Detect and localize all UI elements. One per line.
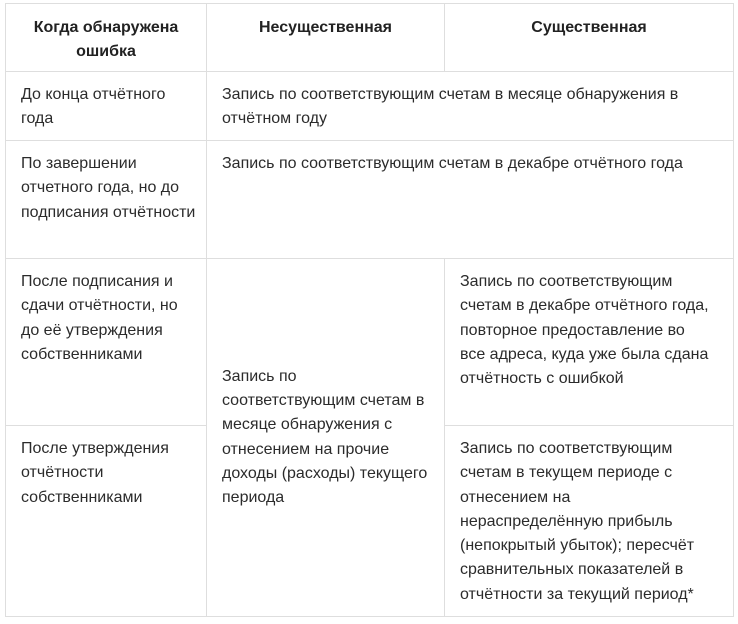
table-row	[6, 72, 734, 141]
header-material: Существенная	[445, 4, 734, 72]
row-when-cell: После подписания и сдачи отчётности, но до её утверждения собственниками	[6, 259, 207, 426]
table-row	[6, 141, 734, 259]
row-when-cell: После утверждения отчётности собственниками	[6, 426, 207, 617]
header-row	[6, 4, 734, 72]
error-correction-table	[5, 3, 734, 617]
header-immaterial: Несущественная	[207, 4, 445, 72]
immaterial-later-cell: Запись по соответствующим счетам в месяце обнаружения с отнесением на прочие доходы (расходы) текущего периода	[207, 259, 445, 617]
table-row	[6, 259, 734, 426]
header-when-found: Когда обнаружена ошибка	[6, 4, 207, 72]
row-merged-cell: Запись по соответствующим счетам в декабре отчётного года	[207, 141, 734, 259]
row-when-cell: До конца отчётного года	[6, 72, 207, 141]
row-merged-cell: Запись по соответствующим счетам в месяце обнаружения в отчётном году	[207, 72, 734, 141]
row-material-cell: Запись по соответствующим счетам в декабре отчётного года, повторное предоставление во все адреса, куда уже была сдана отчётность с ошибкой	[445, 259, 734, 426]
row-material-cell: Запись по соответствующим счетам в текущем периоде с отнесением на нераспределённую прибыль (непокрытый убыток); пересчёт сравнительных показателей в отчётности за текущий период*	[445, 426, 734, 617]
row-when-cell: По завершении отчетного года, но до подписания отчётности	[6, 141, 207, 259]
